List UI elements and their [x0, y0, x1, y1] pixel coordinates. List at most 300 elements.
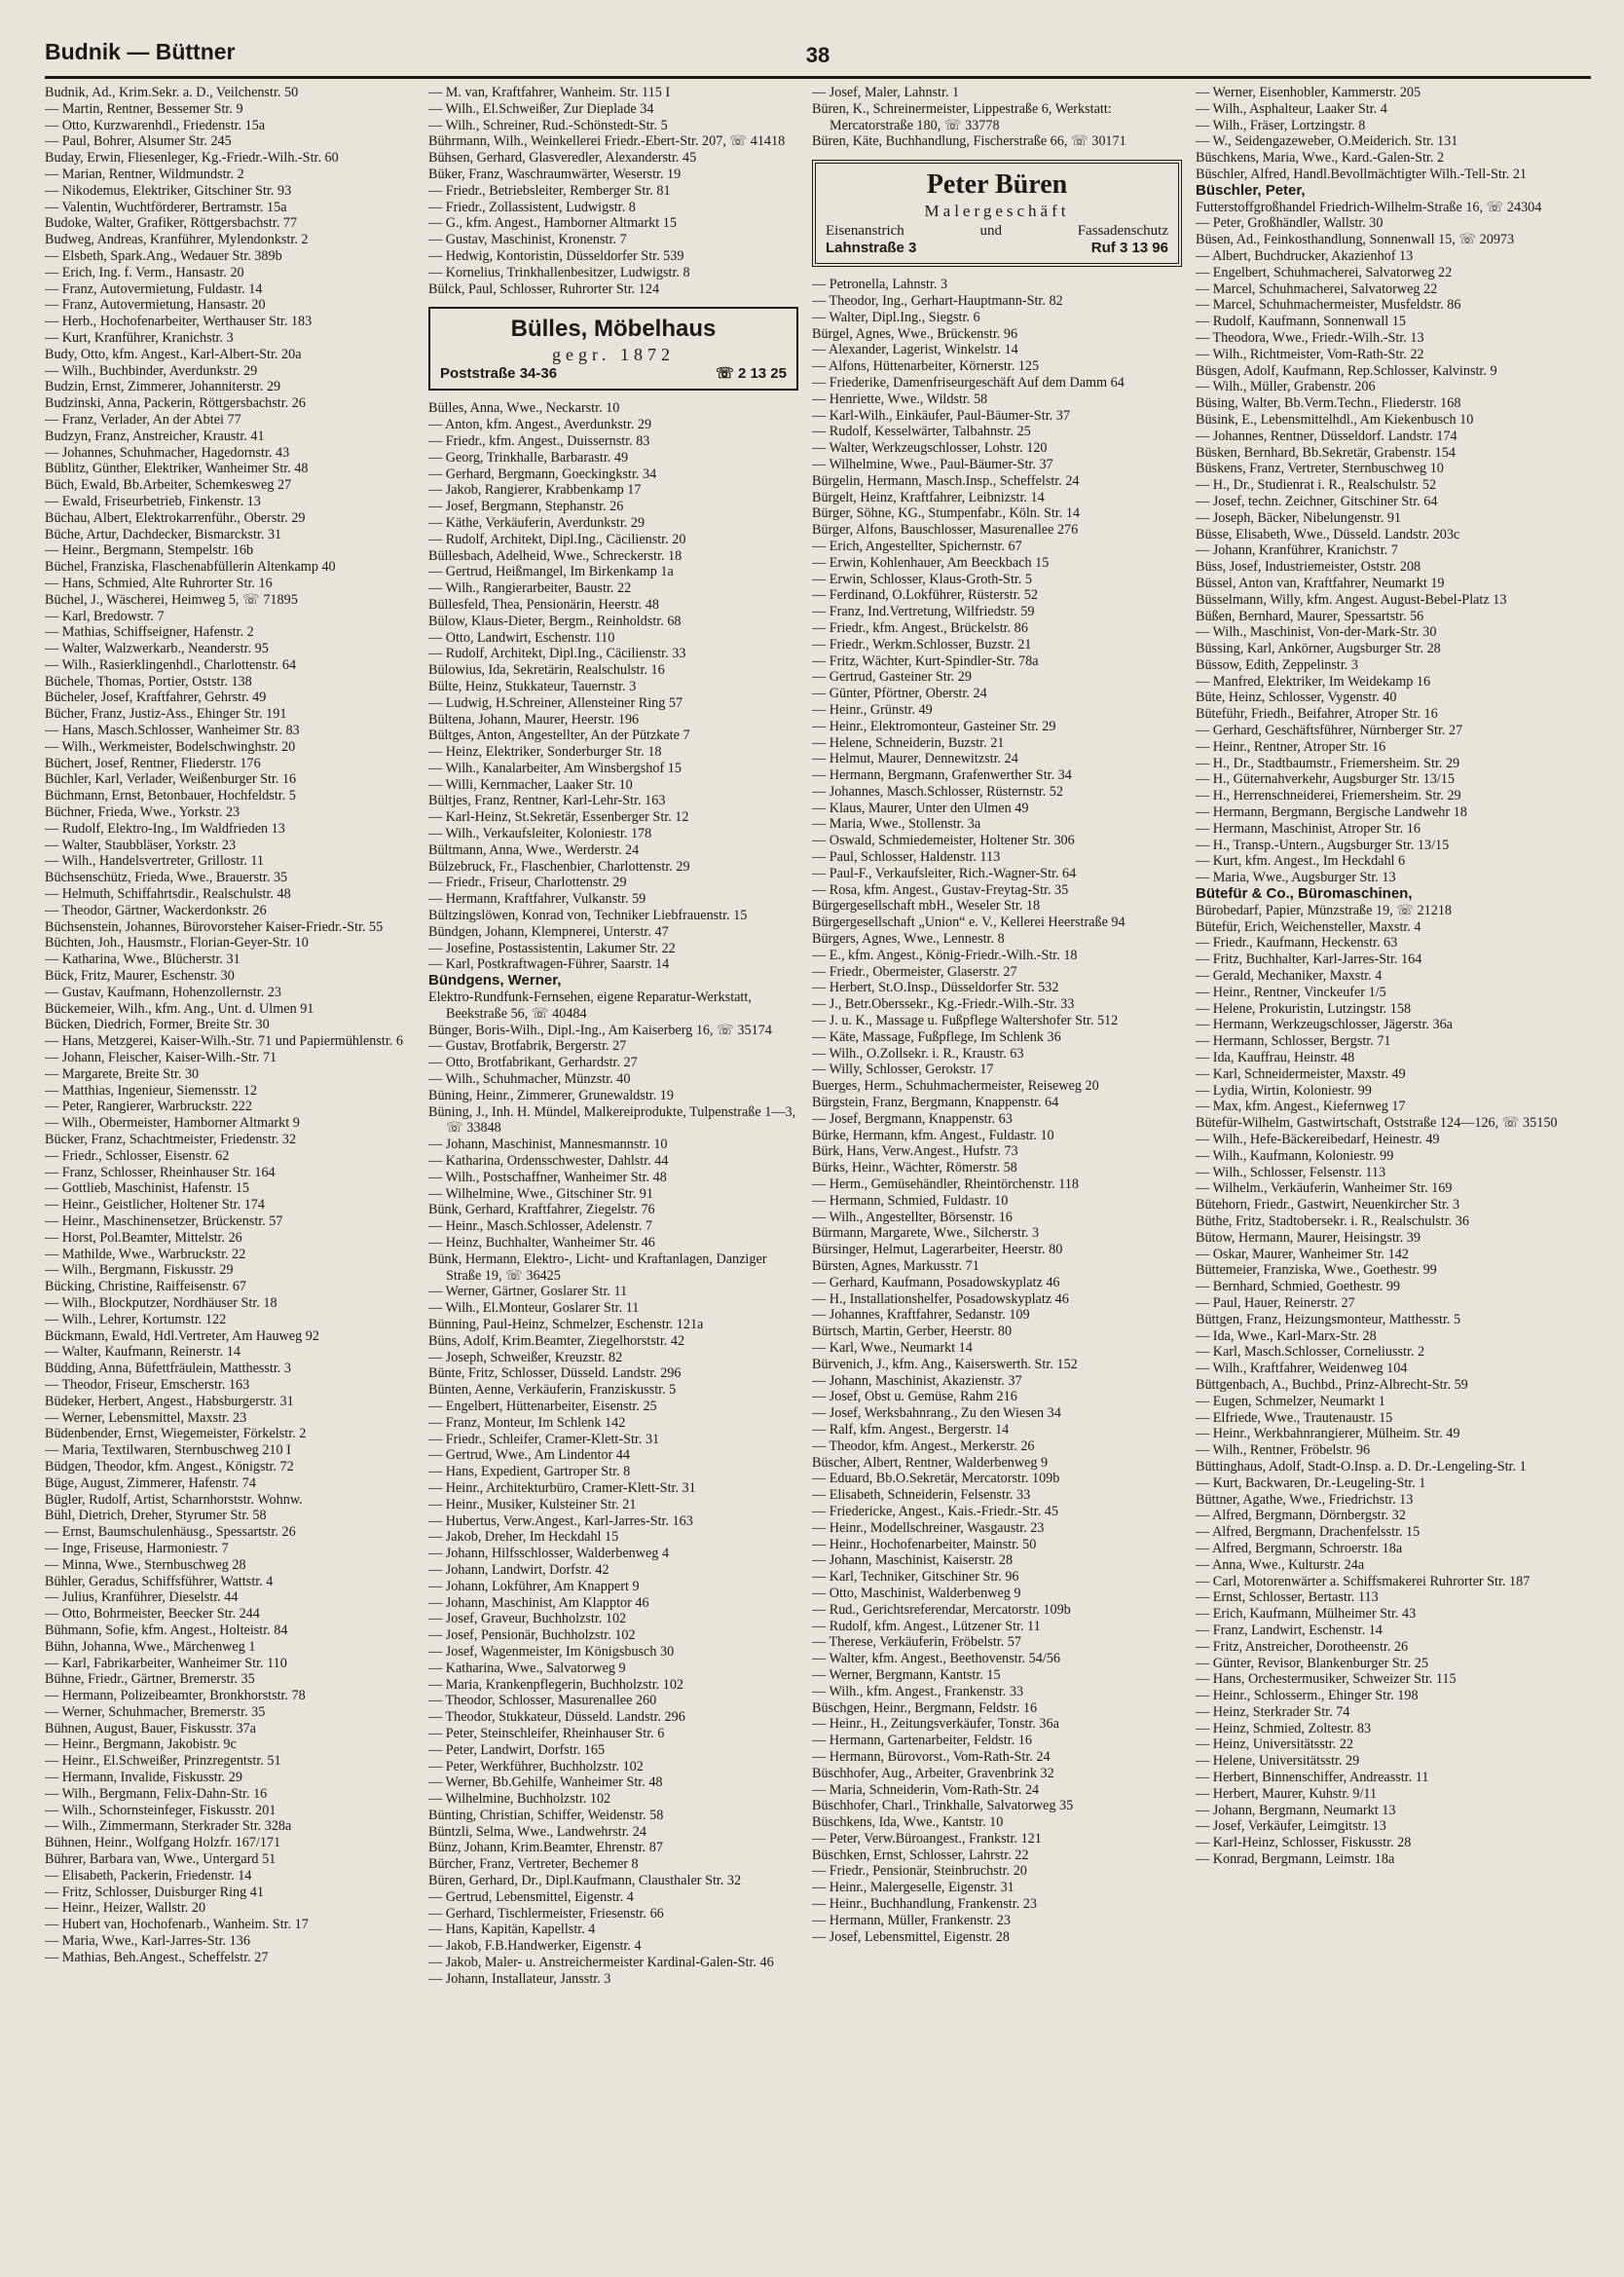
directory-entry: Bühl, Dietrich, Dreher, Styrumer Str. 58 — [45, 1508, 267, 1524]
directory-entry: Bülck, Paul, Schlosser, Ruhrorter Str. 124 — [428, 280, 660, 297]
directory-entry: — Jakob, Maler- u. Anstreichermeister Kardinal-Galen-Str. 46 — [428, 1955, 774, 1971]
directory-entry: — Karl, Postkraftwagen-Führer, Saarstr. 14 — [428, 956, 670, 973]
column-1 — [45, 85, 415, 2266]
directory-entry: Büchner, Frieda, Wwe., Yorkstr. 23 — [45, 804, 240, 821]
directory-entry: Büss, Josef, Industriemeister, Oststr. 208 — [1196, 559, 1421, 576]
directory-entry: — Peter, Rangierer, Warbruckstr. 222 — [45, 1099, 252, 1115]
directory-entry: Bünning, Paul-Heinz, Schmelzer, Eschenstr. 121a — [428, 1316, 704, 1332]
directory-entry: — Otto, Brotfabrikant, Gerhardstr. 27 — [428, 1055, 638, 1071]
directory-entry: — Gustav, Brotfabrik, Bergerstr. 27 — [428, 1038, 627, 1055]
directory-entry: — Josef, Werksbahnrang., Zu den Wiesen 34 — [812, 1405, 1061, 1422]
directory-entry: — Wilh., Richtmeister, Vom-Rath-Str. 22 — [1196, 346, 1424, 362]
directory-entry: — J., Betr.Oberssekr., Kg.-Friedr.-Wilh.-Str. 33 — [812, 996, 1075, 1013]
directory-entry: — Friedericke, Angest., Kais.-Friedr.-Str. 45 — [812, 1503, 1058, 1519]
directory-entry: — Gustav, Maschinist, Kronenstr. 7 — [428, 232, 627, 248]
directory-entry: — Wilh., Angestellter, Börsenstr. 16 — [812, 1209, 1013, 1225]
directory-entry: — M. van, Kraftfahrer, Wanheim. Str. 115 I — [428, 85, 671, 100]
directory-entry: — Gertrud, Lebensmittel, Eigenstr. 4 — [428, 1888, 634, 1905]
directory-entry: Bütefür-Wilhelm, Gastwirtschaft, Oststraße 124—126, ☏ 35150 — [1196, 1115, 1558, 1132]
advert-phone: ☏ 2 13 25 — [716, 365, 787, 383]
directory-entry: — Karl, Techniker, Gitschiner Str. 96 — [812, 1569, 1019, 1586]
directory-entry: — Gertrud, Gasteiner Str. 29 — [812, 669, 972, 686]
directory-entry: Büttemeier, Franziska, Wwe., Goethestr. 99 — [1196, 1262, 1437, 1279]
directory-entry: — Helene, Schneiderin, Buzstr. 21 — [812, 734, 1005, 751]
directory-entry: Bücheler, Josef, Kraftfahrer, Gehrstr. 49 — [45, 690, 267, 706]
directory-entry: Büchsenstein, Johannes, Bürovorsteher Kaiser-Friedr.-Str. 55 — [45, 918, 384, 935]
directory-entry: — Friedr., Werkm.Schlosser, Buzstr. 21 — [812, 636, 1032, 653]
directory-entry: Buday, Erwin, Fliesenleger, Kg.-Friedr.-Wilh.-Str. 60 — [45, 150, 339, 167]
directory-entry: Bürvenich, J., kfm. Ang., Kaiserswerth. Str. 152 — [812, 1356, 1078, 1372]
directory-entry: — Peter, Großhändler, Wallstr. 30 — [1196, 215, 1384, 232]
directory-entry: — Franz, Landwirt, Eschenstr. 14 — [1196, 1622, 1383, 1638]
directory-entry: — Erwin, Kohlenhauer, Am Beeckbach 15 — [812, 554, 1050, 571]
directory-entry: — Walter, Werkzeugschlosser, Lohstr. 120 — [812, 440, 1048, 457]
directory-entry: Büchsenschütz, Frieda, Wwe., Brauerstr. 35 — [45, 870, 288, 886]
directory-entry: — Hermann, Invalide, Fiskusstr. 29 — [45, 1770, 242, 1786]
directory-entry: — Josef, Graveur, Buchholzstr. 102 — [428, 1611, 627, 1627]
directory-entry: — Karl, Wwe., Neumarkt 14 — [812, 1339, 973, 1356]
directory-entry: Büchau, Albert, Elektrokarrenführ., Oberstr. 29 — [45, 509, 306, 526]
directory-entry: — H., Güternahverkehr, Augsburger Str. 13/15 — [1196, 771, 1455, 788]
directory-entry: — Heinr., Malergeselle, Eigenstr. 31 — [812, 1880, 1015, 1896]
directory-entry: — Günter, Revisor, Blankenburger Str. 25 — [1196, 1655, 1428, 1671]
directory-entry: — Katharina, Wwe., Salvatorweg 9 — [428, 1660, 626, 1676]
directory-entry: — Gerhard, Kaufmann, Posadowskyplatz 46 — [812, 1274, 1060, 1290]
directory-entry: — Willi, Kernmacher, Laaker Str. 10 — [428, 776, 633, 793]
directory-entry: Bürgelt, Heinz, Kraftfahrer, Leibnizstr. 14 — [812, 489, 1045, 505]
directory-entry: — Helmuth, Schiffahrtsdir., Realschulstr. 48 — [45, 886, 291, 903]
directory-entry: Bürgel, Agnes, Wwe., Brückenstr. 96 — [812, 325, 1018, 342]
directory-entry: — Hans, Masch.Schlosser, Wanheimer Str. 83 — [45, 723, 300, 739]
directory-entry: — Hans, Orchestermusiker, Schweizer Str. 115 — [1196, 1671, 1457, 1688]
directory-entry: — Johann, Maschinist, Akazienstr. 37 — [812, 1372, 1022, 1389]
directory-entry: — Hans, Kapitän, Kapellstr. 4 — [428, 1922, 596, 1938]
directory-entry: Büblitz, Günther, Elektriker, Wanheimer Str. 48 — [45, 461, 309, 477]
directory-entry: — Johannes, Masch.Schlosser, Rüsternstr. 52 — [812, 783, 1063, 800]
directory-entry: — Karl, Schneidermeister, Maxstr. 49 — [1196, 1065, 1406, 1082]
directory-entry: — Marcel, Schuhmachermeister, Musfeldstr. 86 — [1196, 297, 1461, 314]
directory-entry: — Wilh., kfm. Angest., Frankenstr. 33 — [812, 1683, 1024, 1699]
directory-entry: Büteführ, Friedh., Beifahrer, Atroper Str. 16 — [1196, 706, 1438, 723]
directory-entry: — Fritz, Wächter, Kurt-Spindler-Str. 78a — [812, 653, 1039, 669]
directory-entry: Büchler, Karl, Verlader, Weißenburger Str. 16 — [45, 771, 297, 788]
directory-entry: — Max, kfm. Angest., Kiefernweg 17 — [1196, 1099, 1406, 1115]
directory-entry: Bürtsch, Martin, Gerber, Heerstr. 80 — [812, 1324, 1013, 1340]
directory-entry: Bülzebruck, Fr., Flaschenbier, Charlottenstr. 29 — [428, 858, 690, 875]
directory-entry: Büchele, Thomas, Portier, Oststr. 138 — [45, 673, 252, 690]
directory-entry: — Nikodemus, Elektriker, Gitschiner Str. 93 — [45, 182, 292, 199]
directory-entry: — Maria, Textilwaren, Sternbuschweg 210 I — [45, 1442, 291, 1459]
directory-entry: — Franz, Verlader, An der Abtei 77 — [45, 411, 241, 428]
directory-entry: Büdgen, Theodor, kfm. Angest., Königstr. 72 — [45, 1458, 294, 1474]
directory-entry: — Katharina, Ordensschwester, Dahlstr. 44 — [428, 1153, 669, 1170]
column-2 — [428, 85, 798, 2266]
directory-entry: — Rudolf, Kesselwärter, Talbahnstr. 25 — [812, 424, 1031, 440]
directory-entry: — Karl-Heinz, St.Sekretär, Essenberger Str. 12 — [428, 809, 689, 826]
directory-entry: Büren, Käte, Buchhandlung, Fischerstraße 66, ☏ 30171 — [812, 133, 1126, 150]
directory-entry: Bünting, Christian, Schiffer, Weidenstr. 58 — [428, 1807, 664, 1823]
directory-entry: — Friedr., Kaufmann, Heckenstr. 63 — [1196, 935, 1398, 952]
directory-entry: — Heinr., Architekturbüro, Cramer-Klett-Str. 31 — [428, 1479, 696, 1496]
directory-entry: — Alfons, Hüttenarbeiter, Körnerstr. 125 — [812, 358, 1040, 375]
directory-entry: Bünz, Johann, Krim.Beamter, Ehrenstr. 87 — [428, 1840, 663, 1856]
directory-entry: — Alfred, Bergmann, Drachenfelsstr. 15 — [1196, 1524, 1421, 1541]
directory-entry: Budoke, Walter, Grafiker, Röttgersbachstr. 77 — [45, 215, 298, 232]
directory-entry: — Heinr., Rentner, Atroper Str. 16 — [1196, 738, 1386, 755]
directory-entry: — Joseph, Schweißer, Kreuzstr. 82 — [428, 1349, 623, 1365]
directory-entry: — Herb., Hochofenarbeiter, Werthauser Str. 183 — [45, 314, 313, 330]
directory-entry: — Lydia, Wirtin, Koloniestr. 99 — [1196, 1082, 1372, 1099]
directory-entry: — Wilh., Handelsvertreter, Grillostr. 11 — [45, 853, 265, 870]
directory-entry: — Oswald, Schmiedemeister, Holtener Str. 306 — [812, 833, 1075, 849]
directory-entry: — Herbert, Maurer, Kuhstr. 9/11 — [1196, 1785, 1378, 1802]
directory-entry: Bünk, Hermann, Elektro-, Licht- und Kraftanlagen, Danziger Straße 19, ☏ 36425 — [428, 1250, 767, 1284]
directory-entry: — Karl-Wilh., Einkäufer, Paul-Bäumer-Str. 37 — [812, 407, 1070, 424]
advert-address: Lahnstraße 3 — [826, 240, 917, 257]
directory-entry: — Minna, Wwe., Sternbuschweg 28 — [45, 1556, 246, 1573]
directory-entry: — E., kfm. Angest., König-Friedr.-Wilh.-Str. 18 — [812, 947, 1078, 963]
directory-entry: Bütehorn, Friedr., Gastwirt, Neuenkircher Str. 3 — [1196, 1197, 1460, 1213]
directory-entry: — Erwin, Schlosser, Klaus-Groth-Str. 5 — [812, 571, 1033, 587]
directory-entry: Büche, Artur, Dachdecker, Bismarckstr. 31 — [45, 526, 282, 542]
directory-entry: Büssow, Edith, Zeppelinstr. 3 — [1196, 656, 1358, 673]
directory-entry: Büssel, Anton van, Kraftfahrer, Neumarkt 19 — [1196, 575, 1445, 591]
directory-entry: — Martin, Rentner, Bessemer Str. 9 — [45, 100, 243, 117]
directory-entry: — Theodor, kfm. Angest., Merkerstr. 26 — [812, 1437, 1035, 1454]
directory-entry: — Herm., Gemüsehändler, Rheintörchenstr. 118 — [812, 1176, 1079, 1193]
directory-entry: Bülles, Anna, Wwe., Neckarstr. 10 — [428, 400, 620, 417]
advert-peter-bueren — [812, 160, 1182, 267]
directory-entry: — Werner, Bb.Gehilfe, Wanheimer Str. 48 — [428, 1774, 663, 1791]
directory-entry: — Heinr., Modellschreiner, Wasgaustr. 23 — [812, 1519, 1045, 1536]
directory-entry: — Ralf, kfm. Angest., Bergerstr. 14 — [812, 1421, 1010, 1437]
directory-entry: Büschkens, Maria, Wwe., Kard.-Galen-Str. 2 — [1196, 150, 1445, 167]
directory-entry: — Rudolf, Elektro-Ing., Im Waldfrieden 13 — [45, 820, 285, 837]
directory-entry: — Friedr., Schleifer, Cramer-Klett-Str. 31 — [428, 1431, 660, 1447]
directory-entry: — Walter, Kaufmann, Reinerstr. 14 — [45, 1344, 240, 1361]
directory-entry: — Wilh., Kanalarbeiter, Am Winsbergshof 15 — [428, 760, 682, 776]
directory-entry: Büllesfeld, Thea, Pensionärin, Heerstr. 48 — [428, 596, 659, 613]
header-range: Budnik — Büttner — [45, 39, 236, 64]
directory-entry: — Eduard, Bb.O.Sekretär, Mercatorstr. 109b — [812, 1471, 1060, 1487]
directory-entry: Bürsinger, Helmut, Lagerarbeiter, Heerstr. 80 — [812, 1242, 1063, 1258]
directory-entry: — Manfred, Elektriker, Im Weidekamp 16 — [1196, 673, 1431, 690]
directory-entry: — Johann, Installateur, Jansstr. 3 — [428, 1970, 611, 1987]
directory-entry: — Hedwig, Kontoristin, Düsseldorfer Str. 539 — [428, 247, 684, 264]
directory-entry: — Rudolf, Architekt, Dipl.Ing., Cäcilienstr. 20 — [428, 531, 686, 547]
directory-entry: — Elisabeth, Schneiderin, Felsenstr. 33 — [812, 1487, 1031, 1504]
directory-entry: Büschhofer, Charl., Trinkhalle, Salvatorweg 35 — [812, 1798, 1074, 1814]
directory-entry: Budy, Otto, kfm. Angest., Karl-Albert-Str. 20a — [45, 346, 302, 362]
directory-entry: Bücher, Franz, Justiz-Ass., Ehinger Str. 191 — [45, 706, 287, 723]
directory-entry: — Gertrud, Heißmangel, Im Birkenkamp 1a — [428, 564, 674, 580]
directory-entry: — Wilh., El.Schweißer, Zur Dieplade 34 — [428, 100, 654, 117]
directory-entry: — Walter, Dipl.Ing., Siegstr. 6 — [812, 309, 980, 325]
directory-entry: — Wilh., Rangierarbeiter, Baustr. 22 — [428, 580, 632, 597]
directory-entry: Büdeker, Herbert, Angest., Habsburgerstr. 31 — [45, 1393, 294, 1409]
directory-entry: Büsgen, Adolf, Kaufmann, Rep.Schlosser, Kalvinstr. 9 — [1196, 362, 1497, 379]
directory-entry: — Gerhard, Tischlermeister, Friesenstr. 66 — [428, 1905, 664, 1922]
directory-entry: Büsink, E., Lebensmittelhdl., Am Kiekenbusch 10 — [1196, 411, 1474, 428]
directory-entry: — Karl, Bredowstr. 7 — [45, 608, 165, 624]
columns — [45, 85, 1591, 2266]
directory-entry: — Rudolf, Architekt, Dipl.Ing., Cäcilienstr. 33 — [428, 646, 686, 662]
directory-entry: — Wilh., Blockputzer, Nordhäuser Str. 18 — [45, 1294, 277, 1311]
directory-entry: Büscher, Albert, Rentner, Walderbenweg 9 — [812, 1454, 1049, 1471]
directory-entry: — Josef, Maler, Lahnstr. 1 — [812, 85, 960, 100]
directory-entry: — Käte, Massage, Fußpflege, Im Schlenk 36 — [812, 1028, 1061, 1045]
directory-entry: — Käthe, Verkäuferin, Averdunkstr. 29 — [428, 514, 646, 531]
directory-entry: Bücken, Diedrich, Former, Breite Str. 30 — [45, 1017, 270, 1033]
directory-entry: — Josef, Bergmann, Stephanstr. 26 — [428, 499, 624, 515]
directory-entry: — Friedr., Obermeister, Glaserstr. 27 — [812, 963, 1017, 980]
directory-entry: — Hermann, Bergmann, Grafenwerther Str. 34 — [812, 767, 1072, 784]
directory-entry: — Paul, Bohrer, Alsumer Str. 245 — [45, 133, 232, 150]
directory-entry: — Ludwig, H.Schreiner, Allensteiner Ring 57 — [428, 694, 683, 711]
directory-entry: — Heinr., Grünstr. 49 — [812, 701, 933, 718]
directory-entry-bold: Bütefür & Co., Büromaschinen, — [1196, 885, 1413, 903]
directory-entry: Bülow, Klaus-Dieter, Bergm., Reinholdstr. 68 — [428, 613, 682, 629]
column-3 — [812, 85, 1182, 2266]
directory-entry: — Herbert, St.O.Insp., Düsseldorfer Str. 532 — [812, 980, 1059, 996]
advert-founded: gegr. 1872 — [552, 345, 675, 365]
directory-entry: Futterstoffgroßhandel Friedrich-Wilhelm-Straße 16, ☏ 24304 — [1196, 199, 1542, 215]
advert-buelles-moebelhaus — [428, 307, 798, 391]
directory-entry: — Franz, Autovermietung, Fuldastr. 14 — [45, 280, 263, 297]
directory-entry: — Walter, Walzwerkarb., Neanderstr. 95 — [45, 641, 269, 657]
directory-entry: Bück, Fritz, Maurer, Eschenstr. 30 — [45, 968, 235, 985]
directory-entry: — Alfred, Bergmann, Schroerstr. 18a — [1196, 1540, 1403, 1556]
directory-entry: — Kurt, Kranführer, Kranichstr. 3 — [45, 329, 234, 346]
directory-entry: — Werner, Eisenhobler, Kammerstr. 205 — [1196, 85, 1421, 100]
directory-entry: Bütow, Hermann, Maurer, Heisingstr. 39 — [1196, 1229, 1421, 1246]
directory-entry: Bürks, Heinr., Wächter, Römerstr. 58 — [812, 1160, 1017, 1176]
advert-service-left: Eisenanstrich — [826, 223, 904, 240]
directory-entry: Büskens, Franz, Vertreter, Sternbuschweg 10 — [1196, 461, 1444, 477]
directory-entry: — Hermann, Polizeibeamter, Bronkhorststr. 78 — [45, 1688, 306, 1704]
directory-entry: — Friedr., Zollassistent, Ludwigstr. 8 — [428, 199, 636, 215]
directory-entry: — Heinz, Elektriker, Sonderburger Str. 18 — [428, 744, 662, 761]
directory-entry: — Friedr., Pensionär, Steinbruchstr. 20 — [812, 1863, 1027, 1880]
directory-entry: Budzin, Ernst, Zimmerer, Johanniterstr. 29 — [45, 379, 281, 395]
directory-entry: — Heinr., Heizer, Wallstr. 20 — [45, 1900, 206, 1917]
directory-entry: — Wilh., O.Zollsekr. i. R., Kraustr. 63 — [812, 1045, 1024, 1062]
directory-entry: — Gottlieb, Maschinist, Hafenstr. 15 — [45, 1180, 250, 1197]
directory-entry: — Theodor, Friseur, Emscherstr. 163 — [45, 1376, 250, 1393]
directory-entry: Bürgstein, Franz, Bergmann, Knappenstr. 64 — [812, 1095, 1059, 1111]
directory-entry: Bühnen, Heinr., Wolfgang Holzfr. 167/171 — [45, 1835, 281, 1851]
directory-entry: Büschkens, Ida, Wwe., Kantstr. 10 — [812, 1814, 1004, 1831]
directory-entry: Bülowius, Ida, Sekretärin, Realschulstr. 16 — [428, 662, 665, 679]
directory-entry: — Paul, Schlosser, Haldenstr. 113 — [812, 849, 1001, 866]
directory-entry: — Eugen, Schmelzer, Neumarkt 1 — [1196, 1393, 1385, 1409]
directory-entry: — Franz, Schlosser, Rheinhauser Str. 164 — [45, 1164, 276, 1180]
directory-entry: — Alexander, Lagerist, Winkelstr. 14 — [812, 342, 1018, 358]
directory-entry: — Kurt, kfm. Angest., Im Heckdahl 6 — [1196, 853, 1406, 870]
directory-entry: — Willy, Schlosser, Gerokstr. 17 — [812, 1062, 994, 1078]
directory-entry: Büren, K., Schreinermeister, Lippestraße 6, Werkstatt: Mercatorstraße 180, ☏ 33778 — [812, 100, 1112, 133]
directory-entry: — Anton, kfm. Angest., Averdunkstr. 29 — [428, 417, 652, 433]
directory-entry: — Gerald, Mechaniker, Maxstr. 4 — [1196, 968, 1383, 985]
directory-entry: — Henriette, Wwe., Wildstr. 58 — [812, 391, 988, 407]
directory-entry: — Marcel, Schuhmacherei, Salvatorweg 22 — [1196, 280, 1438, 297]
directory-entry: — Johann, Kranführer, Kranichstr. 7 — [1196, 542, 1398, 559]
directory-entry: — Ida, Wwe., Karl-Marx-Str. 28 — [1196, 1327, 1377, 1344]
directory-entry: — Wilh., Kraftfahrer, Weidenweg 104 — [1196, 1361, 1408, 1377]
directory-entry-bold: Bündgens, Werner, — [428, 972, 562, 989]
directory-entry: Bültmann, Anna, Wwe., Werderstr. 24 — [428, 841, 640, 858]
directory-entry: Elektro-Rundfunk-Fernsehen, eigene Reparatur-Werkstatt, Beekstraße 56, ☏ 40484 — [428, 989, 752, 1022]
directory-entry: — Maria, Wwe., Stollenstr. 3a — [812, 816, 981, 833]
directory-entry: Bünk, Gerhard, Kraftfahrer, Ziegelstr. 76 — [428, 1202, 655, 1218]
directory-entry: Büttgenbach, A., Buchbd., Prinz-Albrecht-Str. 59 — [1196, 1376, 1468, 1393]
directory-entry: — Walter, Staubbläser, Yorkstr. 23 — [45, 837, 237, 853]
directory-entry: — Werner, Bergmann, Kantstr. 15 — [812, 1666, 1001, 1683]
directory-entry: — Peter, Steinschleifer, Rheinhauser Str. 6 — [428, 1725, 665, 1741]
directory-entry: — Wilh., Schornsteinfeger, Fiskusstr. 201 — [45, 1802, 277, 1818]
directory-entry: — Johann, Maschinist, Mannesmannstr. 10 — [428, 1137, 668, 1153]
directory-entry: — Friedr., kfm. Angest., Brückelstr. 86 — [812, 619, 1028, 636]
directory-entry-bold: Büschler, Peter, — [1196, 181, 1306, 199]
directory-entry: — Friedr., kfm. Angest., Duissernstr. 83 — [428, 432, 650, 449]
directory-entry: Bünten, Aenne, Verkäuferin, Franziskusstr. 5 — [428, 1382, 677, 1399]
directory-entry: Büschhofer, Aug., Arbeiter, Gravenbrink 32 — [812, 1765, 1054, 1781]
directory-entry: — Carl, Motorenwärter a. Schiffsmakerei Ruhrorter Str. 187 — [1196, 1573, 1531, 1589]
directory-entry: — Johann, Lokführer, Am Knappert 9 — [428, 1578, 640, 1594]
directory-entry: — Wilh., Bergmann, Felix-Dahn-Str. 16 — [45, 1785, 268, 1802]
directory-entry: Bültjes, Franz, Rentner, Karl-Lehr-Str. 163 — [428, 793, 666, 809]
directory-entry: Büchten, Joh., Hausmstr., Florian-Geyer-Str. 10 — [45, 935, 309, 952]
directory-entry: — Peter, Werkführer, Buchholzstr. 102 — [428, 1758, 644, 1774]
directory-entry: — Theodor, Ing., Gerhart-Hauptmann-Str. 82 — [812, 292, 1063, 309]
directory-entry: — Wilhelmine, Wwe., Paul-Bäumer-Str. 37 — [812, 456, 1053, 472]
advert-subtitle: Malergeschäft — [924, 202, 1070, 221]
advert-phone: Ruf 3 13 96 — [1090, 240, 1168, 257]
directory-entry: — Inge, Friseuse, Harmoniestr. 7 — [45, 1540, 229, 1556]
directory-entry: Bührmann, Wilh., Weinkellerei Friedr.-Ebert-Str. 207, ☏ 41418 — [428, 133, 786, 150]
directory-entry: — Helmut, Maurer, Dennewitzstr. 24 — [812, 751, 1018, 767]
directory-entry: — Hermann, Schmied, Fuldastr. 10 — [812, 1192, 1009, 1209]
directory-entry: — Matthias, Ingenieur, Siemensstr. 12 — [45, 1082, 258, 1099]
directory-entry: — Wilh., Rentner, Fröbelstr. 96 — [1196, 1442, 1371, 1459]
directory-entry: — Wilh., Asphalteur, Laaker Str. 4 — [1196, 100, 1387, 117]
directory-entry: — H., Dr., Studienrat i. R., Realschulstr. 52 — [1196, 477, 1437, 494]
directory-entry: Büssing, Karl, Ankörner, Augsburger Str. 28 — [1196, 641, 1441, 657]
directory-entry: — Alfred, Bergmann, Dörnbergstr. 32 — [1196, 1508, 1406, 1524]
directory-entry: — Friedr., Betriebsleiter, Remberger Str. 81 — [428, 182, 671, 199]
directory-entry: — J. u. K., Massage u. Fußpflege Waltershofer Str. 512 — [812, 1013, 1119, 1029]
directory-entry: — H., Installationshelfer, Posadowskyplatz 46 — [812, 1290, 1069, 1307]
directory-entry: — Franz, Autovermietung, Hansastr. 20 — [45, 297, 266, 314]
directory-entry: — Heinz, Buchhalter, Wanheimer Str. 46 — [428, 1235, 655, 1250]
directory-entry: Büsken, Bernhard, Bb.Sekretär, Grabenstr. 154 — [1196, 444, 1456, 461]
directory-entry: — Fritz, Buchhalter, Karl-Jarres-Str. 164 — [1196, 952, 1422, 968]
directory-entry: — Jakob, Dreher, Im Heckdahl 15 — [428, 1529, 619, 1546]
directory-entry: — Elisabeth, Packerin, Friedenstr. 14 — [45, 1867, 252, 1884]
directory-entry: — Elfriede, Wwe., Trautenaustr. 15 — [1196, 1409, 1393, 1426]
directory-entry: Büchmann, Ernst, Betonbauer, Hochfeldstr. 5 — [45, 788, 296, 804]
directory-entry: — Theodor, Stukkateur, Düsseld. Landstr. 296 — [428, 1709, 685, 1726]
directory-entry: — Maria, Schneiderin, Vom-Rath-Str. 24 — [812, 1781, 1040, 1798]
directory-entry: — Theodora, Wwe., Friedr.-Wilh.-Str. 13 — [1196, 329, 1424, 346]
directory-entry: — Herbert, Binnenschiffer, Andreasstr. 11 — [1196, 1770, 1429, 1786]
directory-entry: — Albert, Buchdrucker, Akazienhof 13 — [1196, 247, 1414, 264]
directory-entry: — Ida, Kauffrau, Heinstr. 48 — [1196, 1050, 1355, 1066]
directory-entry: Büte, Heinz, Schlosser, Vygenstr. 40 — [1196, 690, 1397, 706]
directory-entry: — Rudolf, kfm. Angest., Lützener Str. 11 — [812, 1618, 1041, 1634]
directory-entry: — Maria, Krankenpflegerin, Buchholzstr. 102 — [428, 1676, 684, 1693]
directory-entry: — Rosa, kfm. Angest., Gustav-Freytag-Str. 35 — [812, 881, 1069, 898]
directory-entry: — Otto, Maschinist, Walderbenweg 9 — [812, 1585, 1021, 1601]
directory-entry: — Johann, Hilfsschlosser, Walderbenweg 4 — [428, 1546, 670, 1562]
directory-entry: Bürke, Hermann, kfm. Angest., Fuldastr. 10 — [812, 1127, 1054, 1143]
directory-entry: — Franz, Monteur, Im Schlenk 142 — [428, 1414, 626, 1431]
directory-entry: — Hans, Metzgerei, Kaiser-Wilh.-Str. 71 und Papiermühlenstr. 6 — [45, 1033, 403, 1050]
directory-entry: — Joseph, Bäcker, Nibelungenstr. 91 — [1196, 509, 1402, 526]
directory-entry: Büch, Ewald, Bb.Arbeiter, Schemkesweg 27 — [45, 477, 292, 494]
directory-entry: Bühne, Friedr., Gärtner, Bremerstr. 35 — [45, 1671, 255, 1688]
directory-entry: — Wilh., El.Monteur, Goslarer Str. 11 — [428, 1300, 640, 1317]
directory-entry: — Erich, Kaufmann, Mülheimer Str. 43 — [1196, 1606, 1417, 1623]
directory-entry: — Paul-F., Verkaufsleiter, Rich.-Wagner-Str. 64 — [812, 865, 1077, 881]
directory-entry: Bürger, Alfons, Bauschlosser, Masurenallee 276 — [812, 522, 1079, 539]
directory-entry: Büttner, Agathe, Wwe., Friedrichstr. 13 — [1196, 1491, 1414, 1508]
directory-entry: — Katharina, Wwe., Blücherstr. 31 — [45, 952, 240, 968]
directory-entry: — Wilh., Kaufmann, Koloniestr. 99 — [1196, 1147, 1394, 1164]
advert-name: Peter Büren — [926, 169, 1068, 201]
directory-entry: — Julius, Kranführer, Dieselstr. 44 — [45, 1589, 239, 1606]
directory-entry: Bückemeier, Wilh., kfm. Ang., Unt. d. Ulmen 91 — [45, 1000, 314, 1017]
directory-entry: Bültzingslöwen, Konrad von, Techniker Liebfrauenstr. 15 — [428, 908, 748, 924]
directory-entry: — Kurt, Backwaren, Dr.-Leugeling-Str. 1 — [1196, 1474, 1426, 1491]
directory-entry: — Hermann, Müller, Frankenstr. 23 — [812, 1912, 1011, 1928]
directory-entry: — Heinr., Masch.Schlosser, Adelenstr. 7 — [428, 1218, 652, 1235]
directory-entry: Büttinghaus, Adolf, Stadt-O.Insp. a. D. Dr.-Lengeling-Str. 1 — [1196, 1458, 1527, 1474]
directory-entry: — Heinr., Geistlicher, Holtener Str. 174 — [45, 1197, 265, 1213]
directory-entry: — Engelbert, Hüttenarbeiter, Eisenstr. 25 — [428, 1398, 657, 1414]
directory-entry: Buerges, Herm., Schuhmachermeister, Reiseweg 20 — [812, 1078, 1099, 1095]
directory-entry: — Otto, Landwirt, Eschenstr. 110 — [428, 629, 615, 646]
directory-entry: Bünger, Boris-Wilh., Dipl.-Ing., Am Kaiserberg 16, ☏ 35174 — [428, 1022, 772, 1038]
directory-entry: Bürgers, Agnes, Wwe., Lennestr. 8 — [812, 931, 1005, 948]
directory-entry: — Heinr., H., Zeitungsverkäufer, Tonstr. 36a — [812, 1716, 1059, 1733]
directory-entry: Bühn, Johanna, Wwe., Märchenweg 1 — [45, 1638, 256, 1655]
directory-entry: — Wilh., Rasierklingenhdl., Charlottenstr. 64 — [45, 656, 297, 673]
directory-entry: — Engelbert, Schuhmacherei, Salvatorweg 22 — [1196, 264, 1453, 280]
directory-entry: Büsse, Elisabeth, Wwe., Düsseld. Landstr. 203c — [1196, 526, 1460, 542]
directory-entry: — Johann, Maschinist, Kaiserstr. 28 — [812, 1552, 1014, 1569]
directory-entry: — Jakob, F.B.Handwerker, Eigenstr. 4 — [428, 1938, 642, 1955]
directory-entry: — Petronella, Lahnstr. 3 — [812, 277, 948, 293]
directory-entry: — Heinr., Bergmann, Jakobistr. 9c — [45, 1736, 237, 1753]
directory-entry: — Johann, Landwirt, Dorfstr. 42 — [428, 1561, 609, 1578]
directory-entry: Bülte, Heinz, Stukkateur, Tauernstr. 3 — [428, 678, 637, 694]
directory-entry: — Erich, Ing. f. Verm., Hansastr. 20 — [45, 264, 244, 280]
directory-entry: — Karl, Masch.Schlosser, Corneliusstr. 2 — [1196, 1344, 1425, 1361]
directory-entry: — Kornelius, Trinkhallenbesitzer, Ludwigstr. 8 — [428, 264, 690, 280]
directory-entry: — Hermann, Werkzeugschlosser, Jägerstr. 36a — [1196, 1017, 1453, 1033]
directory-entry: Bücking, Christine, Raiffeisenstr. 67 — [45, 1279, 247, 1295]
directory-entry: — Helene, Universitätsstr. 29 — [1196, 1753, 1360, 1770]
directory-entry: — Gertrud, Wwe., Am Lindentor 44 — [428, 1447, 630, 1464]
directory-entry: — Mathilde, Wwe., Warbruckstr. 22 — [45, 1246, 246, 1262]
directory-entry: — H., Dr., Stadtbaumstr., Friemersheim. Str. 29 — [1196, 755, 1460, 771]
directory-entry: — Konrad, Bergmann, Leimstr. 18a — [1196, 1851, 1395, 1868]
directory-entry: Bühsen, Gerhard, Glasveredler, Alexanderstr. 45 — [428, 150, 697, 167]
directory-entry: — Hans, Schmied, Alte Ruhrorter Str. 16 — [45, 575, 273, 591]
directory-entry: — W., Seidengazeweber, O.Meiderich. Str. 131 — [1196, 133, 1458, 150]
directory-entry: — Bernhard, Schmied, Goethestr. 99 — [1196, 1279, 1401, 1295]
